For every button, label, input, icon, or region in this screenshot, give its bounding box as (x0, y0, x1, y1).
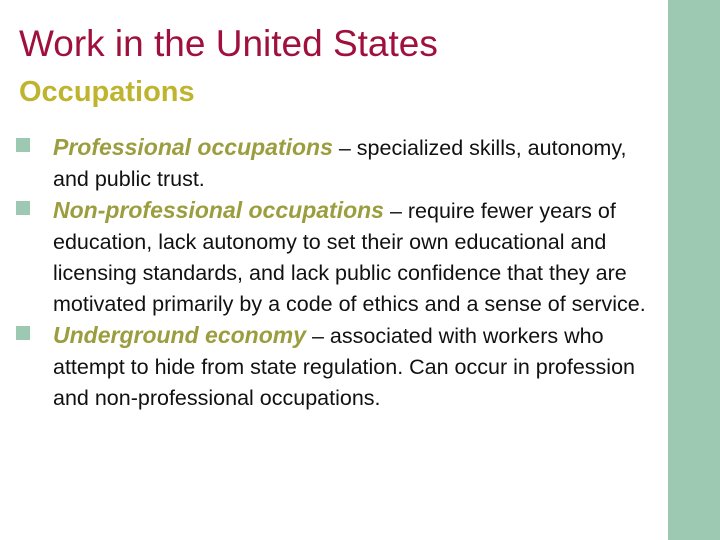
bullet-item-non-professional (16, 195, 660, 320)
bullet-text: – associated with workers who attempt to hide from state regulation. Can occur in profession and non-professional occupations. (53, 324, 636, 410)
bullet-text: – require fewer years of education, lack autonomy to set their own educational and licensing standards, and lack public confidence that they are motivated primarily by a code of ethics and a sense of service. (53, 199, 646, 316)
bullet-term: Non-professional occupations (53, 197, 384, 223)
slide-title: Work in the United States (19, 23, 438, 64)
square-bullet-icon (16, 138, 30, 152)
bullet-item-underground-economy (16, 320, 660, 414)
bullet-term: Underground economy (53, 322, 307, 348)
bullet-term: Professional occupations (53, 134, 333, 160)
bullet-list (16, 132, 660, 414)
square-bullet-icon (16, 326, 30, 340)
decorative-side-bar (668, 0, 720, 540)
bullet-text: – specialized skills, autonomy, and public trust. (53, 136, 627, 191)
square-bullet-icon (16, 201, 30, 215)
slide-subtitle: Occupations (19, 76, 195, 108)
bullet-item-professional (16, 132, 660, 195)
